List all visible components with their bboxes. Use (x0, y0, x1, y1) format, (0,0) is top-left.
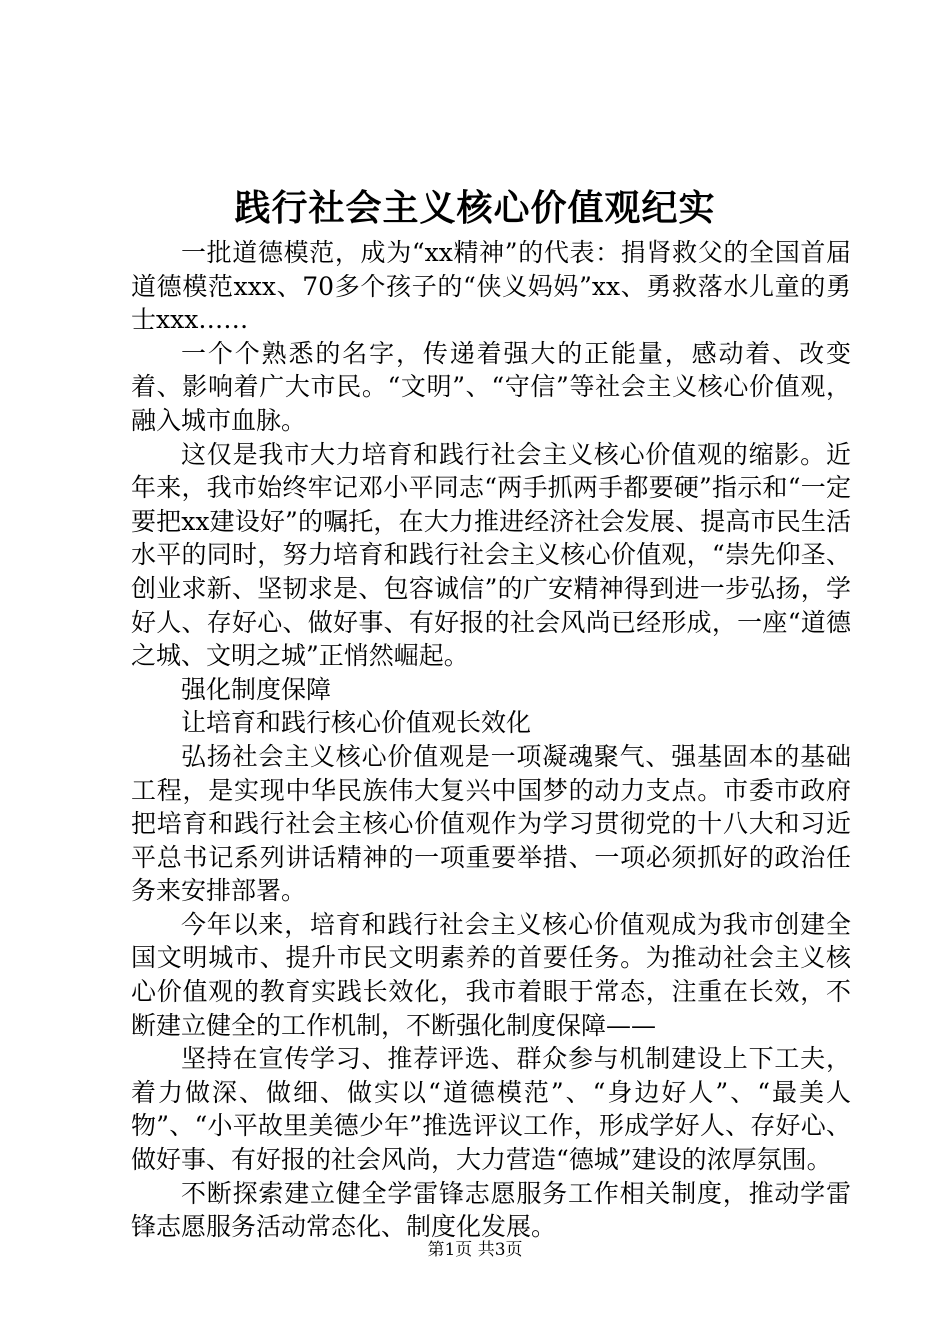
paragraph-1: 一批道德模范，成为“xx精神”的代表：捐肾救父的全国首届道德模范xxx、70多个孩子的“侠义妈妈”xx、勇救落水儿童的勇士xxx…… (131, 238, 851, 335)
document-body (131, 236, 851, 1244)
paragraph-5: 今年以来，培育和践行社会主义核心价值观成为我市创建全国文明城市、提升市民文明素养的首要任务。为推动社会主义核心价值观的教育实践长效化，我市着眼于常态，注重在长效，不断建立健全的工作机制，不断强化制度保障—— (131, 909, 851, 1040)
paragraph-6: 坚持在宣传学习、推荐评选、群众参与机制建设上下工夫，着力做深、做细、做实以“道德模范”、“身边好人”、“最美人物”、“小平故里美德少年”推选评议工作，形成学好人、存好心、做好事、有好报的社会风尚，大力营造“德城”建设的浓厚氛围。 (131, 1044, 851, 1175)
paragraph-4: 弘扬社会主义核心价值观是一项凝魂聚气、强基固本的基础工程，是实现中华民族伟大复兴中国梦的动力支点。市委市政府把培育和践行社会主核心价值观作为学习贯彻党的十八大和习近平总书记系列讲话精神的一项重要举措、一项必须抓好的政治任务来安排部署。 (131, 741, 851, 906)
paragraph-2: 一个个熟悉的名字，传递着强大的正能量，感动着、改变着、影响着广大市民。“文明”、“守信”等社会主义核心价值观，融入城市血脉。 (131, 338, 851, 435)
subheading-1: 强化制度保障 (181, 674, 332, 704)
paragraph-7: 不断探索建立健全学雷锋志愿服务工作相关制度，推动学雷锋志愿服务活动常态化、制度化发展。 (131, 1178, 851, 1242)
page-footer: 第1页 共3页 (427, 1240, 523, 1260)
document-title: 践行社会主义核心价值观纪实 (234, 187, 716, 229)
paragraph-3: 这仅是我市大力培育和践行社会主义核心价值观的缩影。近年来，我市始终牢记邓小平同志“两手抓两手都要硬”指示和“一定要把xx建设好”的嘱托，在大力推进经济社会发展、提高市民生活水平的同时，努力培育和践行社会主义核心价值观，“崇先仰圣、创业求新、坚韧求是、包容诚信”的广安精神得到进一步弘扬，学好人、存好心、做好事、有好报的社会风尚已经形成，一座“道德之城、文明之城”正悄然崛起。 (131, 439, 851, 671)
subheading-2: 让培育和践行核心价值观长效化 (181, 708, 532, 738)
